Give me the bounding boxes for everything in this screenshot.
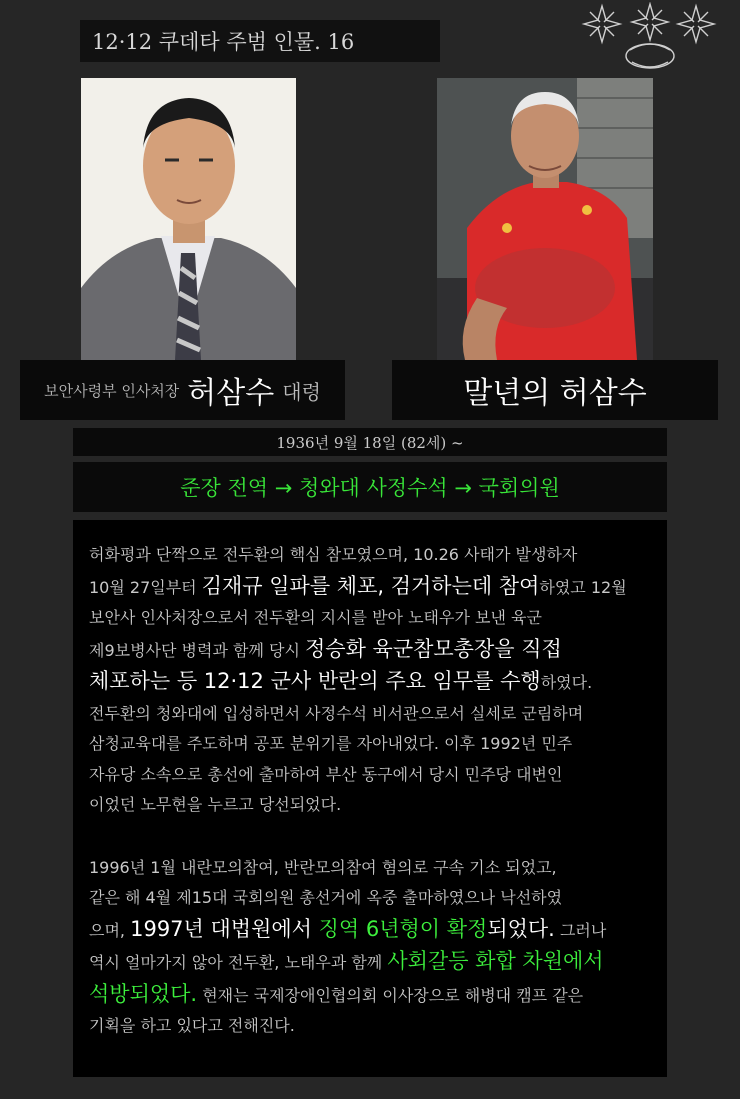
career-path: 준장 전역 → 청와대 사정수석 → 국회의원 — [180, 476, 560, 500]
bio-text: 같은 해 4월 제15대 국회의원 총선거에 옥중 출마하였으나 낙선하였 — [89, 888, 563, 907]
bio-text: 허화평과 단짝으로 전두환의 핵심 참모였으며, 10.26 사태가 발생하자 — [89, 545, 578, 564]
bio-green-highlight: 사회갈등 화합 차원에서 — [387, 949, 604, 973]
bio-text: 제9보병사단 병력과 함께 당시 — [89, 640, 305, 660]
birth-date: 1936년 9월 18일 (82세) ~ — [276, 433, 464, 452]
biography-box — [73, 520, 667, 1077]
bio-paragraph — [89, 540, 657, 821]
bio-text: 이었던 노무현을 누르고 당선되었다. — [89, 795, 342, 814]
bio-highlight: 김재규 일파를 체포, 검거하는데 참여 — [201, 573, 540, 598]
title-bar — [80, 20, 440, 62]
flower-emblem-icon — [578, 2, 718, 74]
page-title: 12·12 쿠데타 주범 인물. 16 — [92, 30, 355, 54]
career-bar — [73, 462, 667, 512]
date-bar — [73, 428, 667, 456]
caption-name: 허삼수 — [187, 376, 275, 411]
bio-green-highlight: 석방되었다. — [89, 981, 198, 1006]
bio-highlight: 1997년 대법원에서 — [130, 916, 319, 941]
bio-highlight: 되었다. — [487, 916, 555, 941]
bio-text: 10월 27일부터 — [89, 577, 202, 597]
bio-text: 보안사 인사처장으로서 전두환의 지시를 받아 노태우가 보낸 육군 — [89, 608, 542, 627]
bio-text: 전두환의 청와대에 입성하면서 사정수석 비서관으로서 실세로 군림하며 — [89, 703, 584, 723]
bio-text: 자유당 소속으로 총선에 출마하여 부산 동구에서 당시 민주당 대변인 — [89, 764, 563, 784]
caption-late-years: 말년의 허삼수 — [463, 376, 647, 411]
bio-text: 기획을 하고 있다고 전해진다. — [89, 1016, 295, 1035]
bio-text: 하였고 12월 — [539, 577, 627, 597]
bio-highlight: 체포하는 등 12·12 군사 반란의 주요 임무를 수행 — [89, 669, 541, 693]
bio-highlight: 정승화 육군참모총장을 직접 — [305, 636, 562, 661]
bio-paragraph — [89, 853, 657, 1042]
bio-text: 으며, — [89, 920, 131, 940]
caption-right — [392, 360, 718, 420]
bio-text: 삼청교육대를 주도하며 공포 분위기를 자아내었다. 이후 1992년 민주 — [89, 734, 573, 753]
bio-text: 현재는 국제장애인협의회 이사장으로 해병대 캠프 같은 — [197, 985, 584, 1005]
caption-left — [20, 360, 345, 420]
bio-text: 역시 얼마가지 않아 전두환, 노태우과 함께 — [89, 953, 388, 972]
paragraph-gap — [89, 821, 657, 853]
portrait-photo-suit — [81, 78, 296, 360]
caption-rank: 대령 — [282, 379, 321, 404]
bio-text: 1996년 1월 내란모의참여, 반란모의참여 혐의로 구속 기소 되었고, — [89, 857, 557, 877]
portrait-photo-red-shirt — [437, 78, 653, 360]
bio-text: 그러나 — [554, 920, 607, 940]
caption-position: 보안사령부 인사처장 — [44, 381, 180, 400]
bio-green-highlight: 징역 6년형이 확정 — [318, 916, 488, 941]
bio-text: 하였다. — [540, 673, 593, 692]
